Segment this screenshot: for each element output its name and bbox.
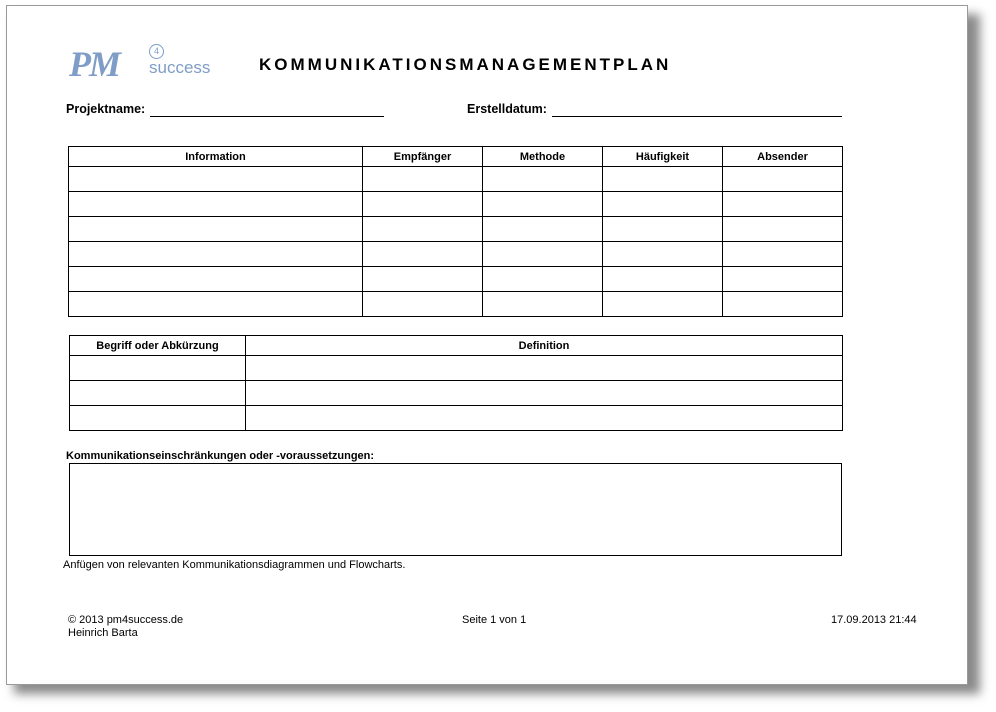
table-cell[interactable] [603,192,723,217]
table-row [69,292,843,317]
table-cell[interactable] [246,356,843,381]
logo-suffix: success [149,58,211,77]
table-row [69,267,843,292]
table-cell[interactable] [69,242,363,267]
table-cell[interactable] [363,217,483,242]
header-recipient: Empfänger [363,147,483,167]
table-cell[interactable] [723,192,843,217]
header-sender: Absender [723,147,843,167]
table-row [69,192,843,217]
table-row [69,242,843,267]
table-row [70,406,843,431]
table-row [70,381,843,406]
logo-pm-text: PM [69,44,119,84]
header-definition: Definition [246,336,843,356]
table-cell[interactable] [723,267,843,292]
document-title: KOMMUNIKATIONSMANAGEMENTPLAN [259,55,672,74]
header-information: Information [69,147,363,167]
attachment-note: Anfügen von relevanten Kommunikationsdiagrammen und Flowcharts. [63,559,406,571]
table-cell[interactable] [483,267,603,292]
table-cell[interactable] [483,242,603,267]
table-cell[interactable] [363,292,483,317]
table-cell[interactable] [363,267,483,292]
table-cell[interactable] [603,242,723,267]
project-name-line[interactable] [150,116,384,117]
table-cell[interactable] [246,406,843,431]
table-cell[interactable] [69,292,363,317]
constraints-label: Kommunikationseinschränkungen oder -voraussetzungen: [66,450,375,462]
table-cell[interactable] [69,217,363,242]
logo-superscript: 4 [149,44,164,59]
table-cell[interactable] [483,167,603,192]
header-term: Begriff oder Abkürzung [70,336,246,356]
table-cell[interactable] [723,167,843,192]
table-row [69,167,843,192]
table-cell[interactable] [69,192,363,217]
table-cell[interactable] [69,167,363,192]
table-cell[interactable] [246,381,843,406]
document-page [6,5,968,685]
table-cell[interactable] [70,406,246,431]
glossary-table-header [70,336,843,356]
footer-author: Heinrich Barta [68,627,138,639]
footer-copyright: © 2013 pm4success.de [68,614,184,626]
table-cell[interactable] [363,167,483,192]
header-frequency: Häufigkeit [603,147,723,167]
table-cell[interactable] [363,192,483,217]
constraints-box[interactable] [69,463,842,556]
created-date-line[interactable] [552,116,842,117]
table-cell[interactable] [723,217,843,242]
footer-page-number: Seite 1 von 1 [462,614,527,626]
table-cell[interactable] [483,192,603,217]
table-cell[interactable] [603,217,723,242]
created-date-label: Erstelldatum: [467,102,547,116]
communication-table-header [69,147,843,167]
table-row [70,356,843,381]
table-cell[interactable] [363,242,483,267]
table-cell[interactable] [603,167,723,192]
table-row [69,217,843,242]
header-method: Methode [483,147,603,167]
project-name-label: Projektname: [66,102,146,116]
table-cell[interactable] [483,217,603,242]
table-cell[interactable] [723,242,843,267]
table-cell[interactable] [70,356,246,381]
table-cell[interactable] [723,292,843,317]
glossary-table [69,335,843,431]
table-cell[interactable] [483,292,603,317]
pm4success-logo [69,44,229,86]
table-cell[interactable] [69,267,363,292]
table-cell[interactable] [70,381,246,406]
table-cell[interactable] [603,292,723,317]
table-cell[interactable] [603,267,723,292]
communication-table [68,146,843,317]
footer-datetime: 17.09.2013 21:44 [831,614,917,626]
